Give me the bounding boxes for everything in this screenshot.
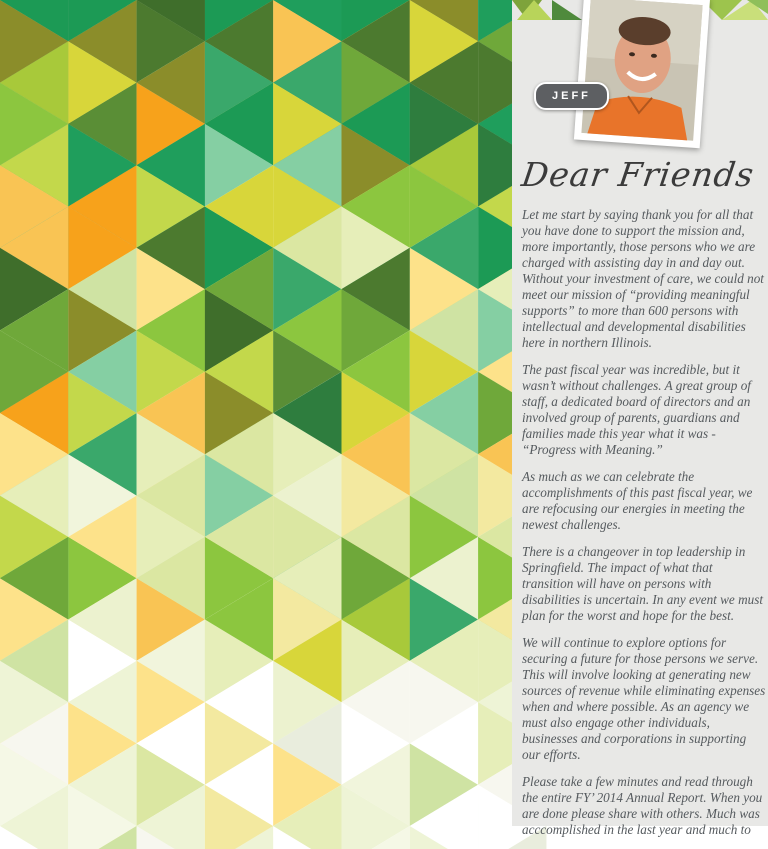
letter-heading: Dear Friends: [519, 155, 757, 194]
letter-paragraph: There is a changeover in top leadership in Springfield. The impact of what that transition will have on persons with disabilities is uncertain. In any event we must plan for the worst and hope for the best.: [522, 544, 764, 623]
letter-paragraph: Let me start by saying thank you for all that you have done to support the mission and, more importantly, those persons who we are charged with assisting day in and day out. Without your investment of care, we could not meet our mission of “providing meaningful supports” to more than 600 persons with intellectual and developmental disabilities here in northern Illinois.: [522, 207, 764, 350]
portrait-image: [581, 0, 702, 141]
letter-paragraph: Please take a few minutes and read through the entire FY’ 2014 Annual Report. When you are done please share with others. Much was acccomplished in the last year and much to: [522, 774, 763, 837]
portrait-photo: [574, 0, 710, 148]
letter-body: [522, 207, 766, 849]
letter-paragraph: As much as we can celebrate the accomplishments of this past fiscal year, we are refocusing our energies in meeting the newest challenges.: [522, 469, 753, 532]
letter-paragraph: We will continue to explore options for securing a future for those persons we serve. This will involve looking at generating new sources of revenue while eliminating expenses when and where possible. As an agency we must also engage other individuals, businesses and corporations in supporting our efforts.: [522, 635, 766, 762]
letter-paragraph: The past fiscal year was incredible, but it wasn’t without challenges. A great group of staff, a dedicated board of directors and an involved group of parents, guardians and families made this year what it was - “Progress with Meaning.”: [522, 362, 751, 457]
letter-panel: [512, 0, 768, 837]
name-tag: JEFF: [534, 82, 609, 110]
